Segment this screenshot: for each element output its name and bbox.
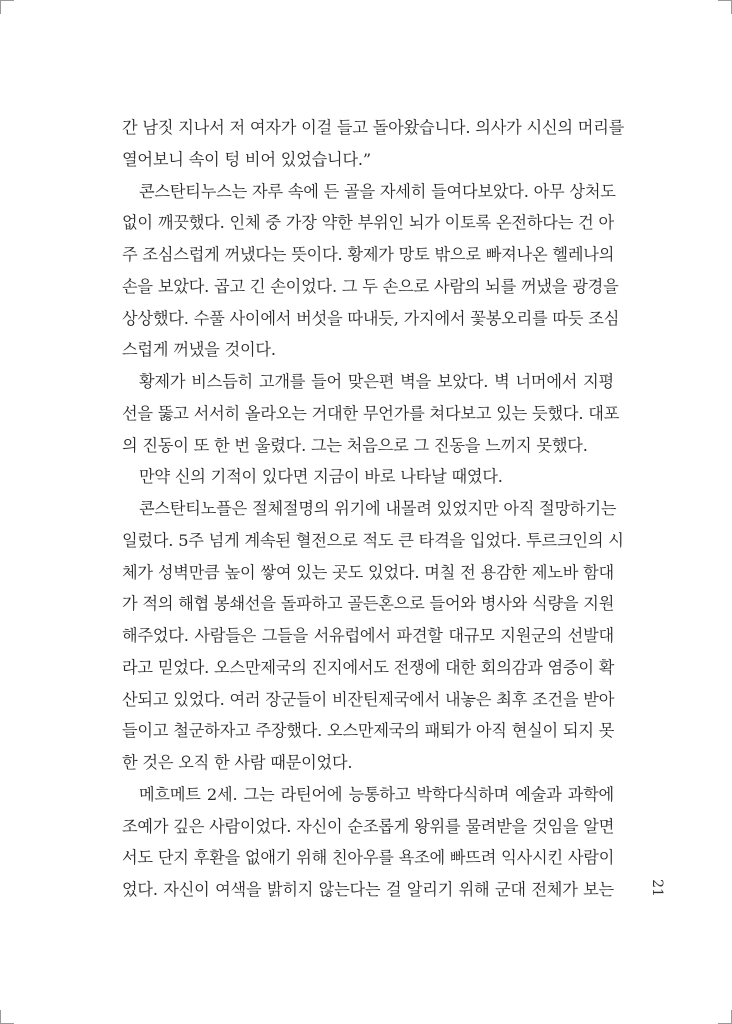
crop-mark-bottom-left bbox=[0, 1010, 1, 1024]
text-line: 한 것은 오직 한 사람 때문이었다. bbox=[122, 753, 353, 772]
text-line: 선을 뚫고 서서히 올라오는 거대한 무언가를 쳐다보고 있는 듯했다. 대포 bbox=[122, 403, 620, 423]
text-line: 들이고 철군하자고 주장했다. 오스만제국의 패퇴가 아직 현실이 되지 못 bbox=[122, 721, 615, 741]
text-line: 콘스탄티노플은 절체절명의 위기에 내몰려 있었지만 아직 절망하기는 bbox=[139, 499, 617, 518]
text-line: 상상했다. 수풀 사이에서 버섯을 따내듯, 가지에서 꽃봉오리를 따듯 조심 bbox=[122, 308, 620, 328]
text-line: 의 진동이 또 한 번 울렸다. 그는 처음으로 그 진동을 느끼지 못했다. bbox=[122, 435, 588, 455]
text-line: 만약 신의 기적이 있다면 지금이 바로 나타날 때였다. bbox=[139, 467, 503, 487]
text-line: 간 남짓 지나서 저 여자가 이걸 들고 돌아왔습니다. 의사가 시신의 머리를 bbox=[122, 118, 625, 137]
text-line: 해주었다. 사람들은 그들을 서유럽에서 파견할 대규모 지원군의 선발대 bbox=[122, 626, 614, 645]
page-number: 21 bbox=[648, 879, 665, 897]
crop-mark-top-left bbox=[0, 0, 14, 1]
text-line: 없이 깨끗했다. 인체 중 가장 약한 부위인 뇌가 이토록 온전하다는 건 아 bbox=[122, 213, 614, 233]
body-text bbox=[122, 112, 625, 906]
text-line: 산되고 있었다. 여러 장군들이 비잔틴제국에서 내놓은 최후 조건을 받아 bbox=[122, 689, 615, 709]
text-line: 일렀다. 5주 넘게 계속된 혈전으로 적도 큰 타격을 입었다. 투르크인의 시 bbox=[122, 530, 624, 550]
text-line: 라고 믿었다. 오스만제국의 진지에서도 전쟁에 대한 회의감과 염증이 확 bbox=[122, 657, 615, 677]
text-line: 주 조심스럽게 꺼냈다는 뜻이다. 황제가 망토 밖으로 빠져나온 헬레나의 bbox=[122, 245, 615, 264]
text-line: 황제가 비스듬히 고개를 들어 맞은편 벽을 보았다. 벽 너머에서 지평 bbox=[139, 372, 614, 391]
text-line: 체가 성벽만큼 높이 쌓여 있는 곳도 있었다. 며칠 전 용감한 제노바 함대 bbox=[122, 562, 614, 582]
text-line: 스럽게 꺼냈을 것이다. bbox=[122, 340, 276, 360]
text-line: 었다. 자신이 여색을 밝히지 않는다는 걸 알리기 위해 군대 전체가 보는 bbox=[122, 880, 614, 899]
text-line: 서도 단지 후환을 없애기 위해 친아우를 욕조에 빠뜨려 익사시킨 사람이 bbox=[122, 848, 615, 868]
text-line: 손을 보았다. 곱고 긴 손이었다. 그 두 손으로 사람의 뇌를 꺼냈을 광경을 bbox=[122, 276, 619, 296]
text-line: 가 적의 해협 봉쇄선을 돌파하고 골든혼으로 들어와 병사와 식량을 지원 bbox=[122, 594, 615, 614]
text-line: 메흐메트 2세. 그는 라틴어에 능통하고 박학다식하며 예술과 과학에 bbox=[139, 784, 614, 804]
text-line: 콘스탄티누스는 자루 속에 든 골을 자세히 들여다보았다. 아무 상처도 bbox=[139, 181, 616, 201]
crop-mark-top-right bbox=[718, 0, 732, 1]
text-line: 조예가 깊은 사람이었다. 자신이 순조롭게 왕위를 물려받을 것임을 알면 bbox=[122, 816, 615, 836]
text-line: 열어보니 속이 텅 비어 있었습니다.” bbox=[122, 149, 371, 169]
crop-mark-top-left bbox=[0, 0, 1, 14]
